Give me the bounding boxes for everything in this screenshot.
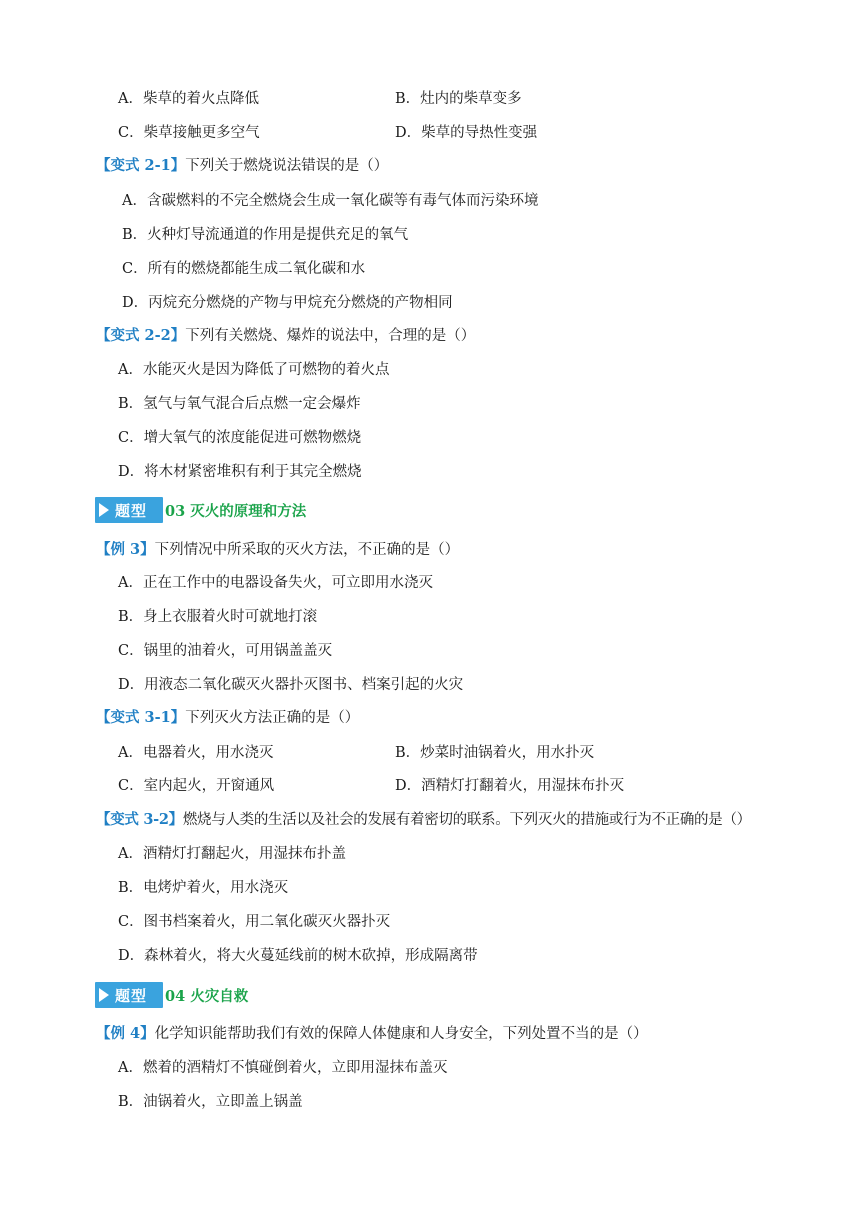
question-tag: 【变式 3-2】 (96, 811, 183, 828)
question-v31 (96, 708, 359, 728)
question-stem: 化学知识能帮助我们有效的保障人体健康和人身安全，下列处置不当的是（） (154, 1026, 648, 1042)
question-stem: 下列灭火方法正确的是（） (185, 710, 360, 726)
section-badge: 题型 (95, 497, 163, 523)
option-b: B．灶内的柴草变多 (395, 91, 522, 107)
option-d: D．丙烷充分燃烧的产物与甲烷充分燃烧的产物相同 (122, 295, 453, 311)
option-c: C．锅里的油着火，可用锅盖盖灭 (118, 643, 333, 659)
option-b: B．炒菜时油锅着火，用水扑灭 (395, 745, 595, 761)
question-stem: 下列有关燃烧、爆炸的说法中，合理的是（） (185, 328, 476, 344)
option-d: D．酒精灯打翻着火，用湿抹布扑灭 (395, 778, 625, 794)
question-ex3 (96, 540, 459, 560)
option-a: A．含碳燃料的不完全燃烧会生成一氧化碳等有毒气体而污染环境 (122, 193, 539, 209)
section-title: 03 灭火的原理和方法 (165, 502, 307, 520)
option-a: A．燃着的酒精灯不慎碰倒着火，立即用湿抹布盖灭 (118, 1060, 448, 1076)
section-badge: 题型 (95, 982, 163, 1008)
option-b: B．身上衣服着火时可就地打滚 (118, 609, 318, 625)
question-tag: 【变式 2-2】 (96, 327, 186, 344)
option-c: C．室内起火，开窗通风 (118, 778, 275, 794)
option-a: A．柴草的着火点降低 (118, 91, 259, 107)
option-a: A．酒精灯打翻起火，用湿抹布扑盖 (118, 846, 346, 862)
question-v32 (96, 810, 751, 830)
option-b: B．电烤炉着火，用水浇灭 (118, 880, 289, 896)
option-d: D．将木材紧密堆积有利于其完全燃烧 (118, 464, 362, 480)
option-d: D．用液态二氧化碳灭火器扑灭图书、档案引起的火灾 (118, 677, 464, 693)
section-header-04 (95, 980, 248, 1010)
arrow-icon (99, 503, 109, 517)
option-a: A．正在工作中的电器设备失火，可立即用水浇灭 (118, 575, 433, 591)
option-b: B．火种灯导流通道的作用是提供充足的氧气 (122, 227, 409, 243)
option-b: B．氢气与氧气混合后点燃一定会爆炸 (118, 396, 361, 412)
question-tag: 【例 4】 (96, 1025, 155, 1042)
option-a: A．电器着火，用水浇灭 (118, 745, 274, 761)
option-c: C．增大氧气的浓度能促进可燃物燃烧 (118, 430, 362, 446)
question-v22 (96, 326, 475, 346)
option-a: A．水能灭火是因为降低了可燃物的着火点 (118, 362, 390, 378)
option-d: D．柴草的导热性变强 (395, 125, 538, 141)
question-ex4 (96, 1024, 648, 1044)
option-b: B．油锅着火，立即盖上锅盖 (118, 1094, 303, 1110)
arrow-icon (99, 988, 109, 1002)
section-title: 04 火灾自救 (165, 987, 249, 1005)
question-stem: 下列情况中所采取的灭火方法，不正确的是（） (154, 542, 460, 558)
option-c: C．所有的燃烧都能生成二氧化碳和水 (122, 261, 366, 277)
question-v21 (96, 156, 388, 176)
option-c: C．图书档案着火，用二氧化碳灭火器扑灭 (118, 914, 391, 930)
question-tag: 【例 3】 (96, 541, 155, 558)
section-header-03 (95, 495, 306, 525)
option-d: D．森林着火，将大火蔓延线前的树木砍掉，形成隔离带 (118, 948, 478, 964)
question-tag: 【变式 2-1】 (96, 157, 186, 174)
question-stem: 燃烧与人类的生活以及社会的发展有着密切的联系。下列灭火的措施或行为不正确的是（） (182, 812, 751, 828)
option-c: C．柴草接触更多空气 (118, 125, 260, 141)
question-stem: 下列关于燃烧说法错误的是（） (185, 158, 389, 174)
question-tag: 【变式 3-1】 (96, 709, 186, 726)
